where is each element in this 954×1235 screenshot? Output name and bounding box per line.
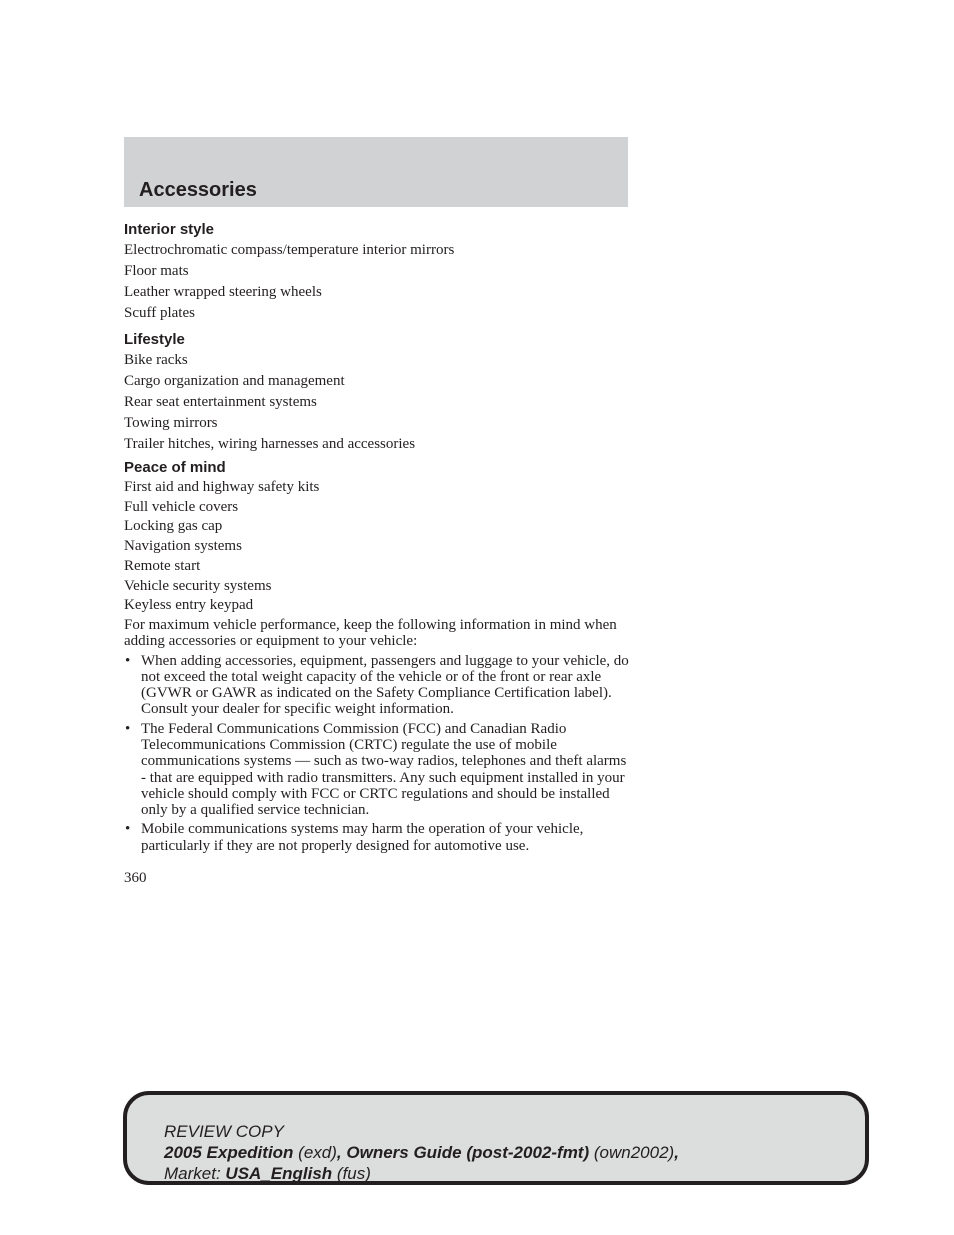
bullet-icon: • xyxy=(125,821,131,838)
market-name: USA_English xyxy=(225,1164,333,1183)
list-item: Locking gas cap xyxy=(124,518,223,535)
list-item: Rear seat entertainment systems xyxy=(124,394,317,410)
section-heading-lifestyle: Lifestyle xyxy=(124,331,185,348)
review-copy-label: REVIEW COPY xyxy=(164,1122,284,1141)
list-item: Vehicle security systems xyxy=(124,577,272,594)
list-item: Scuff plates xyxy=(124,305,195,321)
separator: , xyxy=(336,1143,342,1162)
guide-name: Owners Guide (post-2002-fmt) xyxy=(346,1143,590,1162)
section-heading-interior-style: Interior style xyxy=(124,221,215,238)
list-item: Bike racks xyxy=(124,352,188,368)
peace-of-mind-list xyxy=(124,478,630,616)
model-code: (exd) xyxy=(298,1143,337,1162)
page-content xyxy=(124,220,630,887)
list-item: Navigation systems xyxy=(124,538,242,555)
bullet-text: Mobile communications systems may harm the operation of your vehicle, particularly if they are not properly designed for automotive use. xyxy=(141,821,584,854)
bullet-icon: • xyxy=(125,720,131,737)
intro-paragraph: For maximum vehicle performance, keep the following information in mind when adding accessories or equipment to your vehicle: xyxy=(124,616,617,650)
list-item: Electrochromatic compass/temperature interior mirrors xyxy=(124,242,455,258)
lifestyle-list xyxy=(124,350,630,455)
bullet-item xyxy=(124,653,630,718)
market-label: Market: xyxy=(164,1164,221,1183)
bullet-icon: • xyxy=(125,652,131,669)
list-item: Keyless entry keypad xyxy=(124,597,254,614)
bullet-text: When adding accessories, equipment, passengers and luggage to your vehicle, do not exceed the total weight capacity of the vehicle or of the front or rear axle (GVWR or GAWR as indicated on the Safety Compliance Certification label). Consult your dealer for specific weight information. xyxy=(141,652,629,718)
footer-text xyxy=(164,1121,679,1184)
list-item: Floor mats xyxy=(124,263,189,279)
market-code: (fus) xyxy=(336,1164,371,1183)
bullet-list xyxy=(124,653,630,855)
footer-line-model xyxy=(164,1142,679,1163)
interior-style-list xyxy=(124,240,630,324)
list-item: Full vehicle covers xyxy=(124,498,239,515)
section-heading-peace-of-mind: Peace of mind xyxy=(124,459,226,476)
footer-line-market xyxy=(164,1163,679,1184)
review-copy-footer xyxy=(123,1091,869,1185)
page-title: Accessories xyxy=(139,179,257,201)
list-item: Cargo organization and management xyxy=(124,373,345,389)
bullet-item xyxy=(124,721,630,819)
list-item: Towing mirrors xyxy=(124,415,218,431)
separator: , xyxy=(674,1143,679,1162)
bullet-text: The Federal Communications Commission (FCC) and Canadian Radio Telecommunications Commission (CRTC) regulate the use of mobile communications systems — such as two-way radios, telephones and theft alarms - that are equipped with radio transmitters. Any such equipment installed in your vehicle should comply with FCC or CRTC regulations and should be installed only by a qualified service technician. xyxy=(141,720,627,819)
list-item: Trailer hitches, wiring harnesses and accessories xyxy=(124,436,416,452)
section-header-band xyxy=(124,137,628,207)
model-name: 2005 Expedition xyxy=(164,1143,294,1162)
page-number: 360 xyxy=(124,870,147,887)
list-item: Remote start xyxy=(124,557,201,574)
guide-code: (own2002) xyxy=(593,1143,675,1162)
bullet-item xyxy=(124,821,630,854)
list-item: Leather wrapped steering wheels xyxy=(124,284,322,300)
list-item: First aid and highway safety kits xyxy=(124,479,320,495)
